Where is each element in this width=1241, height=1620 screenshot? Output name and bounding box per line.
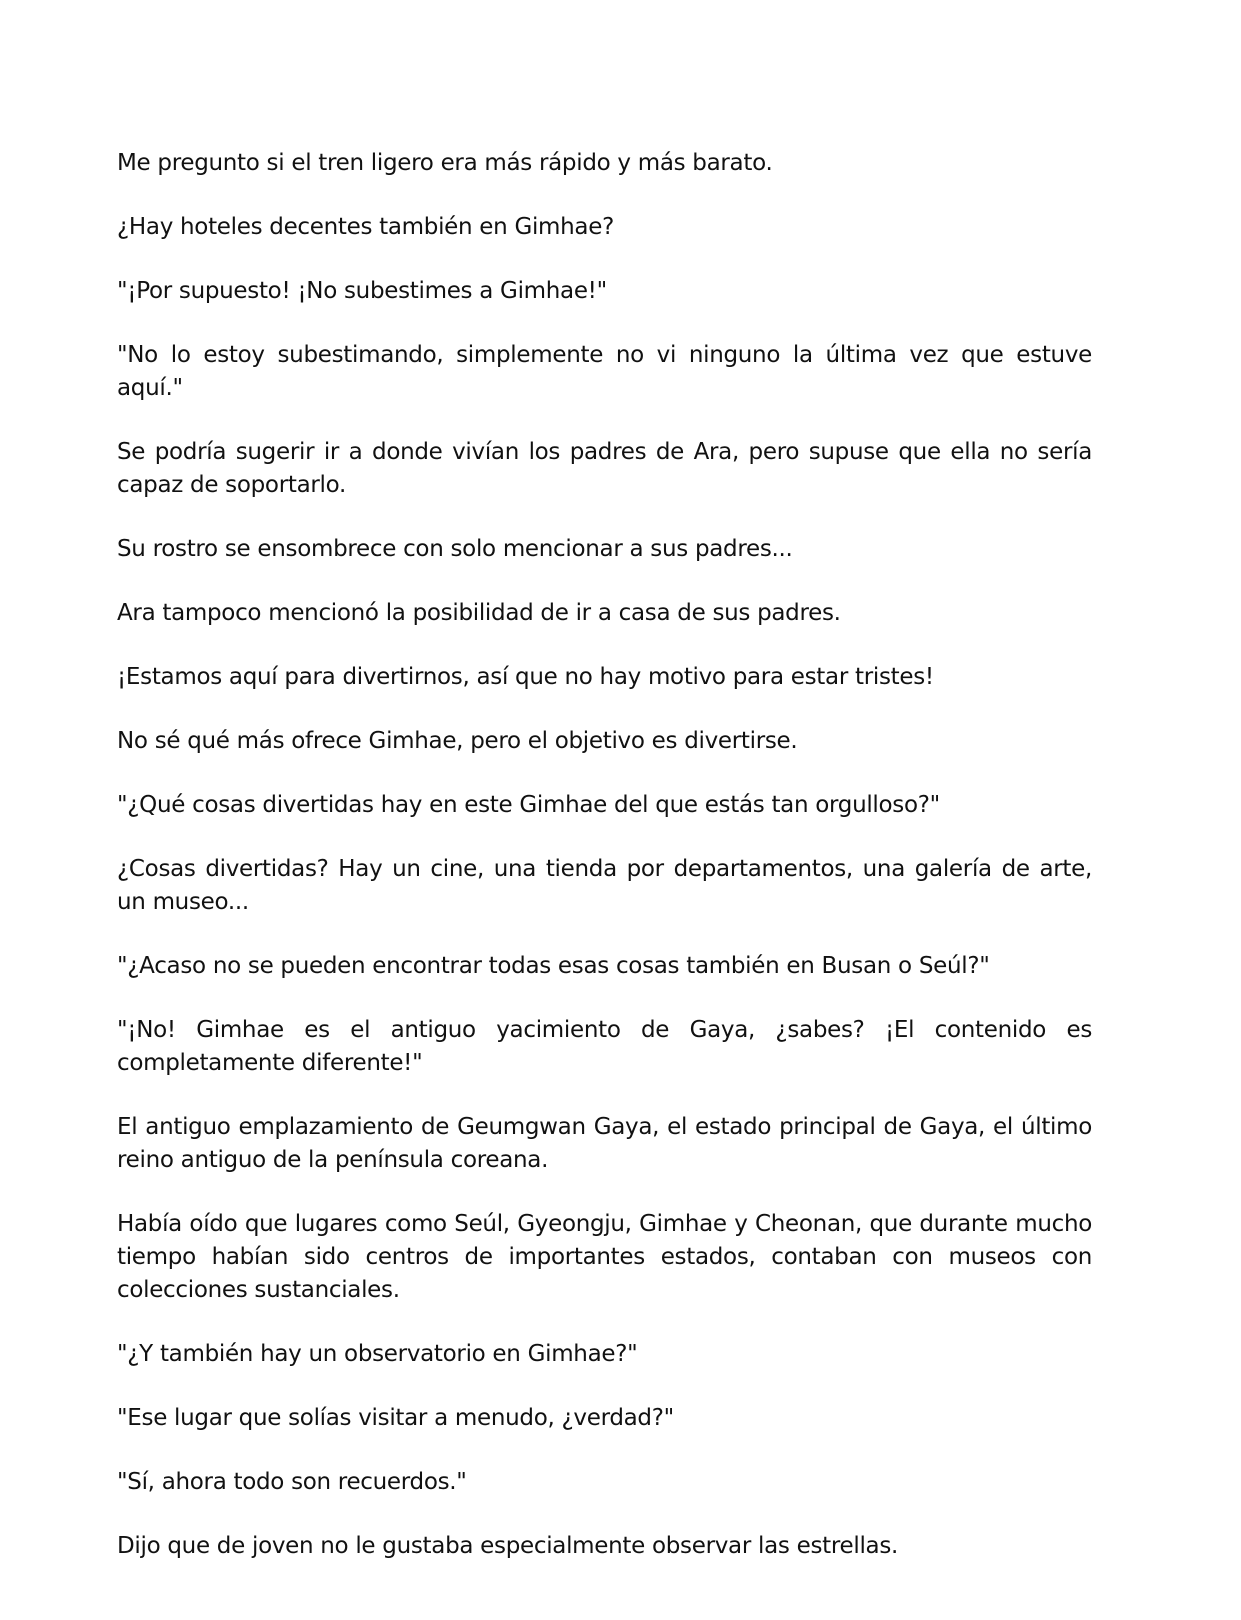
paragraph-11: ¿Cosas divertidas? Hay un cine, una tienda por departamentos, una galería de arte, un museo...: [117, 856, 1092, 915]
paragraph-6: Su rostro se ensombrece con solo mencionar a sus padres...: [117, 536, 793, 562]
paragraph-7: Ara tampoco mencionó la posibilidad de ir a casa de sus padres.: [117, 600, 841, 626]
paragraph-9: No sé qué más ofrece Gimhae, pero el objetivo es divertirse.: [117, 728, 798, 754]
paragraph-3: "¡Por supuesto! ¡No subestimes a Gimhae!": [117, 278, 607, 304]
paragraph-2: ¿Hay hoteles decentes también en Gimhae?: [117, 214, 614, 240]
paragraph-5: Se podría sugerir ir a donde vivían los padres de Ara, pero supuse que ella no sería capaz de soportarlo.: [117, 439, 1092, 498]
paragraph-15: Había oído que lugares como Seúl, Gyeongju, Gimhae y Cheonan, que durante mucho tiempo habían sido centros de importantes estados, contaban con museos con colecciones sustanciales.: [117, 1211, 1092, 1303]
paragraph-17: "Ese lugar que solías visitar a menudo, ¿verdad?": [117, 1405, 674, 1431]
paragraph-8: ¡Estamos aquí para divertirnos, así que no hay motivo para estar tristes!: [117, 664, 934, 690]
paragraph-1: Me pregunto si el tren ligero era más rápido y más barato.: [117, 150, 773, 176]
paragraph-10: "¿Qué cosas divertidas hay en este Gimhae del que estás tan orgulloso?": [117, 792, 940, 818]
paragraph-4: "No lo estoy subestimando, simplemente no vi ninguno la última vez que estuve aquí.": [117, 342, 1092, 401]
paragraph-16: "¿Y también hay un observatorio en Gimhae?": [117, 1341, 638, 1367]
document-page: [117, 147, 1092, 1563]
paragraph-14: El antiguo emplazamiento de Geumgwan Gaya, el estado principal de Gaya, el último reino antiguo de la península coreana.: [117, 1114, 1092, 1173]
paragraph-13: "¡No! Gimhae es el antiguo yacimiento de Gaya, ¿sabes? ¡El contenido es completamente diferente!": [117, 1017, 1092, 1076]
paragraph-19: Dijo que de joven no le gustaba especialmente observar las estrellas.: [117, 1533, 899, 1559]
paragraph-12: "¿Acaso no se pueden encontrar todas esas cosas también en Busan o Seúl?": [117, 953, 990, 979]
paragraph-18: "Sí, ahora todo son recuerdos.": [117, 1469, 467, 1495]
